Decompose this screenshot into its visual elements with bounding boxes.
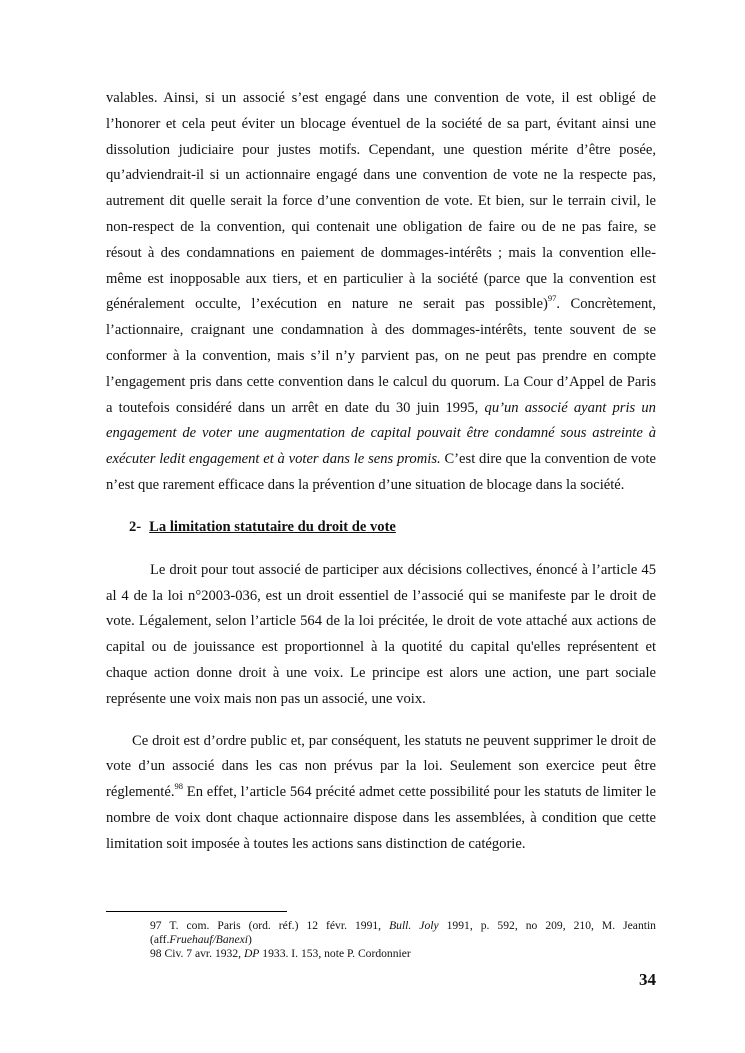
- paragraph-convention-de-vote: valables. Ainsi, si un associé s’est engagé dans une convention de vote, il est obligé de l’honorer et cela peut éviter un blocage éventuel de la société de sa part, évitant ainsi une dissolution judiciaire pour justes motifs. Cependant, une question mérite d’être posée, qu’adviendrait-il si un actionnaire engagé dans une convention de vote ne la respecte pas, autrement dit quelle serait la force d’une convention de vote. Et bien, sur le terrain civil, le non-respect de la convention, qui contenait une obligation de faire ou de ne pas faire, se résout à des condamnations en paiement de dommages-intérêts ; mais la convention elle-même est inopposable aux tiers, et en particulier à la société (parce que la convention est généralement occulte, l’exécution en nature ne serait pas possible)$^{97}$. Concrètement, l’actionnaire, craignant une condamnation à des dommages-intérêts, tente souvent de se conformer à la convention, mais s’il n’y parvient pas, on ne peut pas prendre en compte l’engagement pris dans cette convention dans le calcul du quorum. La Cour d’Appel de Paris a toutefois considéré dans un arrêt en date du 30 juin 1995, qu’un associé ayant pris un engagement de voter une augmentation de capital pouvait être condamné sous astreinte à exécuter ledit engagement et à voter dans le sens promis. C’est dire que la convention de vote n’est que rarement efficace dans la prévention d’une situation de blocage dans la société.: [106, 90, 657, 493]
- page-number: 34: [639, 970, 656, 989]
- section-title: La limitation statutaire du droit de vote: [149, 518, 396, 535]
- paragraph-ordre-public: Ce droit est d’ordre public et, par conséquent, les statuts ne peuvent supprimer le droit de vote d’un associé dans les cas non prévus par la loi. Seulement son exercice peut être réglementé.$^{98}$ En effet, l’article 564 précité admet cette possibilité pour les statuts de limiter le nombre de voix dont chaque actionnaire dispose dans les assemblées, à condition que cette limitation soit imposée à toutes les actions sans distinction de catégorie.: [106, 732, 656, 852]
- paragraph-droit-de-vote: Le droit pour tout associé de participer aux décisions collectives, énoncé à l’article 45 al 4 de la loi n°2003-036, est un droit essentiel de l’associé qui se manifeste par le droit de vote. Légalement, selon l’article 564 de la loi précitée, le droit de vote attaché aux actions de capital ou de jouissance est proportionnel à la quotité du capital qu'elles représentent et chaque action donne droit à une voix. Le principe est alors une action, une part sociale représente une voix mais non pas un associé, une voix.: [106, 561, 656, 707]
- italic-quote: qu’un associé ayant pris un engagement de voter une augmentation de capital pouvait être condamné sous astreinte à exécuter ledit engagement et à voter dans le sens promis.: [106, 399, 656, 468]
- footnote-separator: [106, 911, 287, 912]
- page-body: [106, 86, 656, 858]
- section-number: 2-: [129, 518, 142, 535]
- footnote-ref-97[interactable]: 97: [547, 293, 557, 304]
- footnote-97: 97 T. com. Paris (ord. réf.) 12 févr. 1991, Bull. Joly 1991, p. 592, no 209, 210, M. Jeantin (aff.Fruehauf/Banexi): [150, 919, 656, 947]
- footnote-ref-98[interactable]: 98: [174, 781, 183, 792]
- footnote-98: 98 Civ. 7 avr. 1932, DP 1933. I. 153, note P. Cordonnier: [150, 947, 411, 961]
- footnotes: [150, 919, 656, 962]
- section-heading: [129, 519, 656, 536]
